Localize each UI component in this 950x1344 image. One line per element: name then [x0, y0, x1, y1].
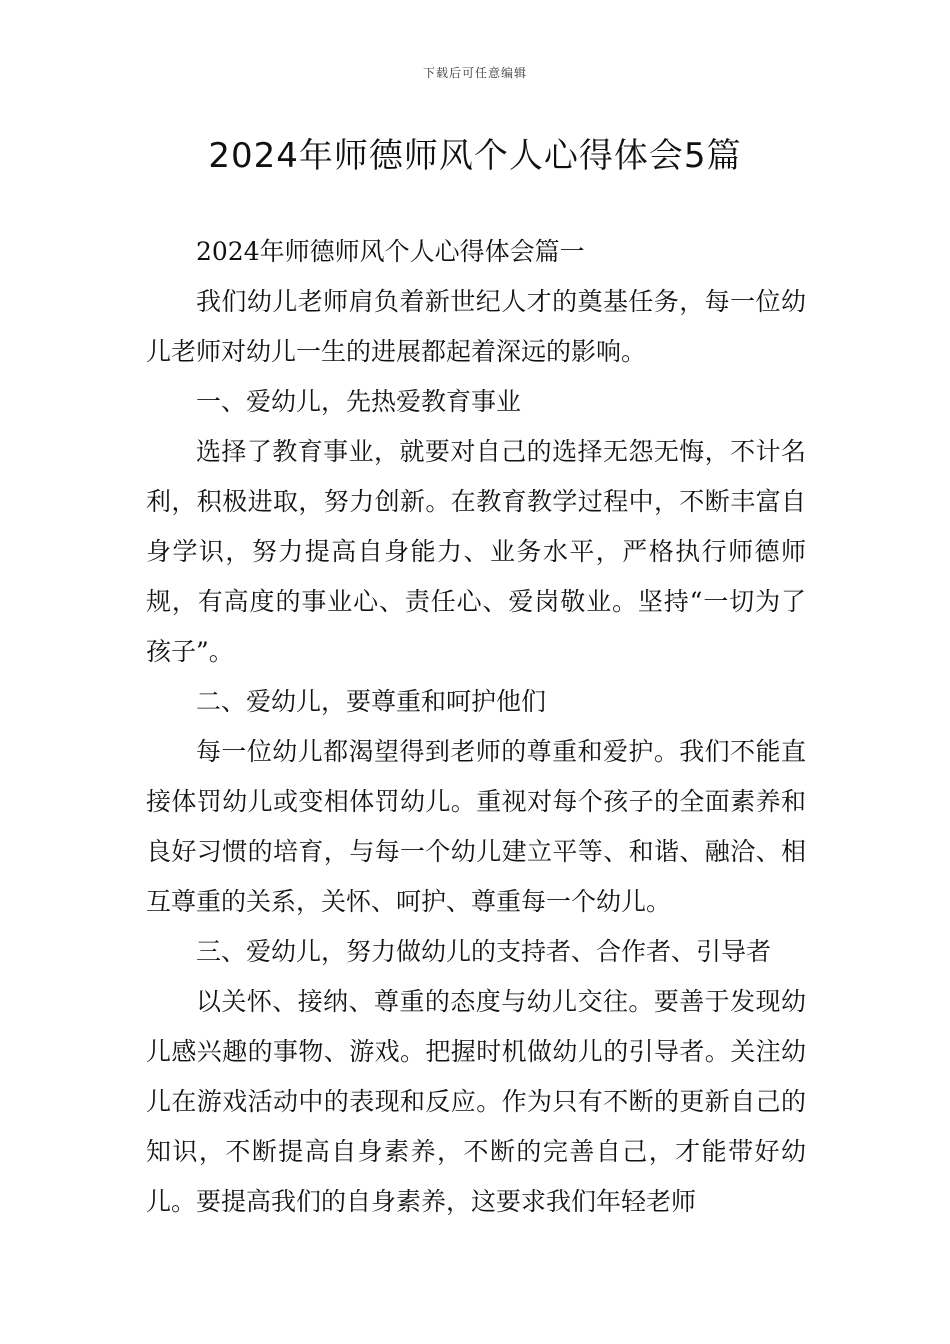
section-heading-part-one: 2024年师德师风个人心得体会篇一	[196, 237, 585, 266]
document-title: 2024年师德师风个人心得体会5篇	[208, 136, 742, 176]
document-body	[146, 227, 806, 1227]
subheading-three: 三、爱幼儿，努力做幼儿的支持者、合作者、引导者	[196, 937, 772, 966]
subheading-one: 一、爱幼儿，先热爱教育事业	[196, 387, 522, 416]
paragraph-three: 以关怀、接纳、尊重的态度与幼儿交往。要善于发现幼儿感兴趣的事物、游戏。把握时机做幼儿的引导者。关注幼儿在游戏活动中的表现和反应。作为只有不断的更新自己的知识，不断提高自身素养，不断的完善自己，才能带好幼儿。要提高我们的自身素养，这要求我们年轻老师	[146, 987, 806, 1216]
header-note: 下载后可任意编辑	[422, 66, 527, 80]
subheading-two: 二、爱幼儿，要尊重和呵护他们	[196, 687, 547, 716]
intro-paragraph: 我们幼儿老师肩负着新世纪人才的奠基任务，每一位幼儿老师对幼儿一生的进展都起着深远的影响。	[146, 287, 806, 366]
paragraph-two: 每一位幼儿都渴望得到老师的尊重和爱护。我们不能直接体罚幼儿或变相体罚幼儿。重视对每个孩子的全面素养和良好习惯的培育，与每一个幼儿建立平等、和谐、融洽、相互尊重的关系，关怀、呵护、尊重每一个幼儿。	[146, 737, 806, 916]
paragraph-one: 选择了教育事业，就要对自己的选择无怨无悔，不计名利，积极进取，努力创新。在教育教学过程中，不断丰富自身学识，努力提高自身能力、业务水平，严格执行师德师规，有高度的事业心、责任心、爱岗敬业。坚持“一切为了孩子”。	[146, 437, 806, 666]
